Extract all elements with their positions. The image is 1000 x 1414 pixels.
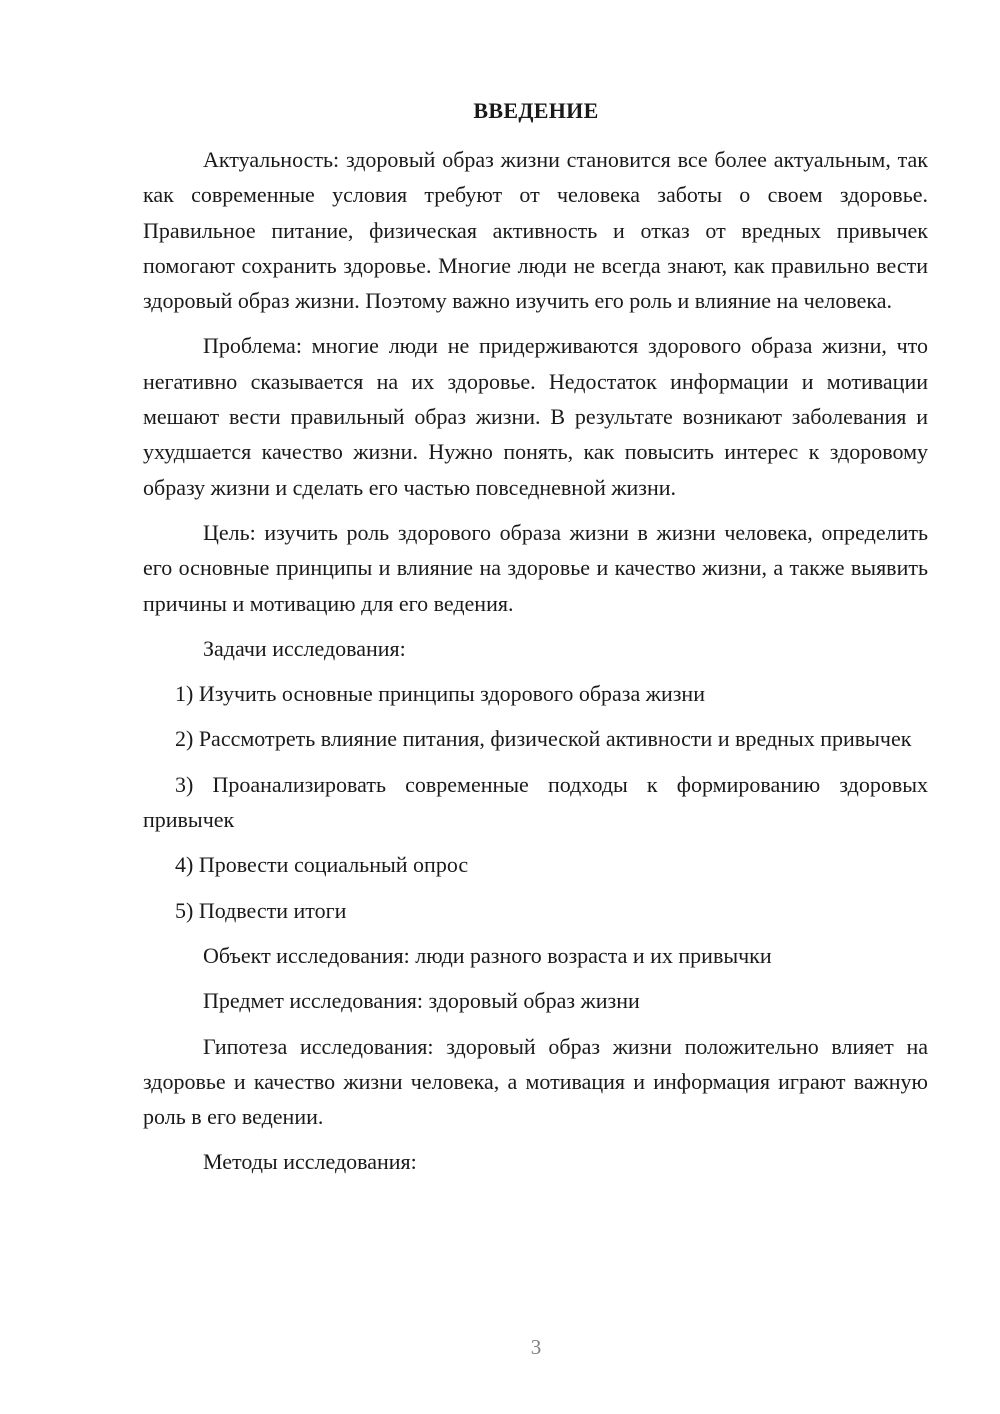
hypothesis-paragraph: Гипотеза исследования: здоровый образ жизни положительно влияет на здоровье и качество жизни человека, а мотивация и информация играют важную роль в его ведении. xyxy=(143,1033,928,1130)
methods-heading: Методы исследования: xyxy=(203,1149,417,1175)
task-item-5: 5) Подвести итоги xyxy=(175,897,347,923)
object-paragraph: Объект исследования: люди разного возраста и их привычки xyxy=(203,942,772,968)
goal-paragraph: Цель: изучить роль здорового образа жизни в жизни человека, определить его основные принципы и влияние на здоровье и качество жизни, а также выявить причины и мотивацию для его ведения. xyxy=(143,519,928,616)
task-item-1: 1) Изучить основные принципы здорового образа жизни xyxy=(175,681,705,707)
task-item-2: 2) Рассмотреть влияние питания, физической активности и вредных привычек xyxy=(175,726,912,752)
task-item-4: 4) Провести социальный опрос xyxy=(175,852,469,878)
document-body xyxy=(143,142,928,1190)
task-item-3: 3) Проанализировать современные подходы к формированию здоровых привычек xyxy=(143,771,928,833)
tasks-heading: Задачи исследования: xyxy=(203,635,406,661)
page-title: ВВЕДЕНИЕ xyxy=(473,98,599,123)
relevance-paragraph: Актуальность: здоровый образ жизни становится все более актуальным, так как современные условия требуют от человека заботы о своем здоровье. Правильное питание, физическая активность и отказ от вредных привычек помогают сохранить здоровье. Многие люди не всегда знают, как правильно вести здоровый образ жизни. Поэтому важно изучить его роль и влияние на человека. xyxy=(143,147,928,314)
page-number: 3 xyxy=(530,1335,542,1359)
subject-paragraph: Предмет исследования: здоровый образ жизни xyxy=(203,988,640,1014)
problem-paragraph: Проблема: многие люди не придерживаются здорового образа жизни, что негативно сказывается на их здоровье. Недостаток информации и мотивации мешают вести правильный образ жизни. В результате возникают заболевания и ухудшается качество жизни. Нужно понять, как повысить интерес к здоровому образу жизни и сделать его частью повседневной жизни. xyxy=(143,333,928,500)
